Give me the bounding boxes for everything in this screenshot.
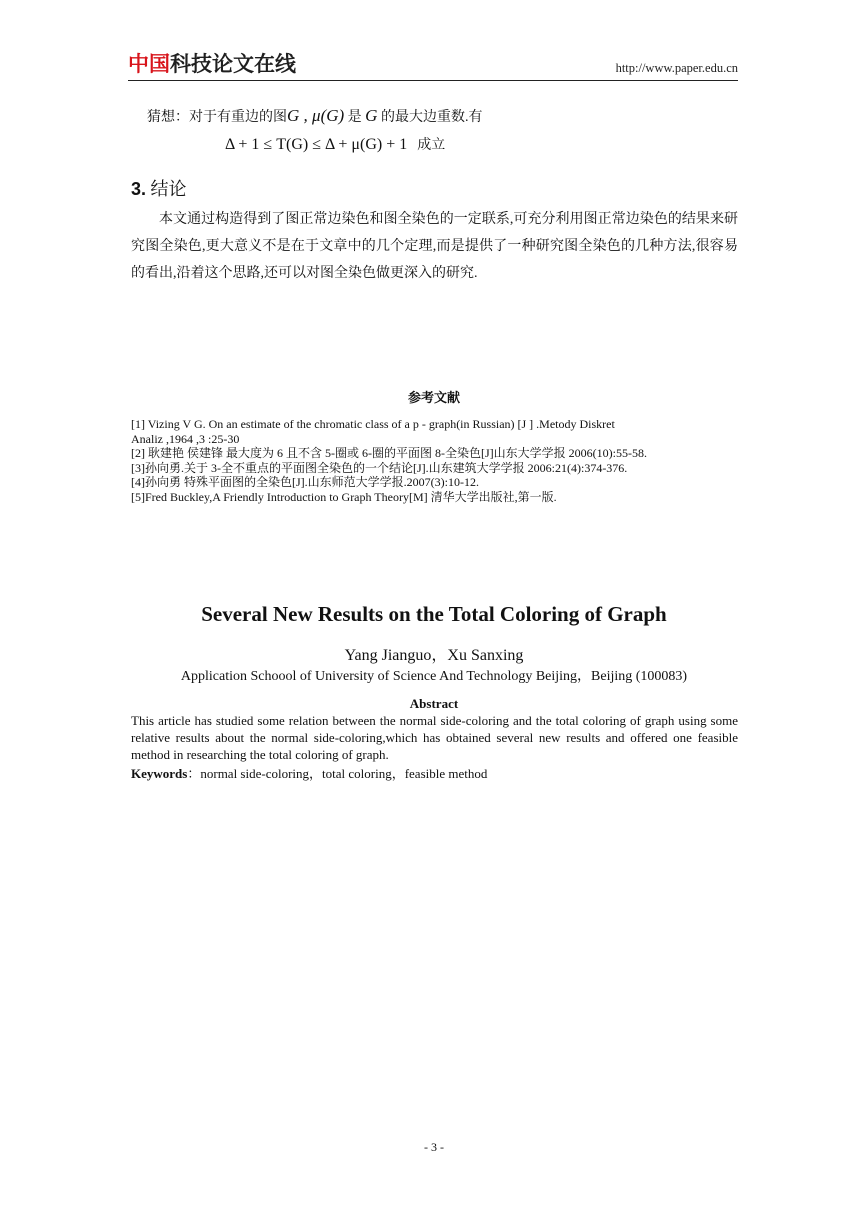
inequality-line	[225, 135, 445, 156]
english-title: Several New Results on the Total Coloring of Graph	[201, 602, 667, 626]
section-heading	[131, 178, 187, 200]
conjecture-symbol-g: G	[287, 106, 300, 125]
english-authors: Yang Jianguo，Xu Sanxing	[344, 647, 524, 664]
abstract-title: Abstract	[409, 696, 459, 711]
conjecture-mid: 是	[344, 110, 366, 125]
reference-item: [4]孙向勇 特殊平面图的全染色[J].山东师范大学学报.2007(3):10-12.	[131, 475, 479, 489]
inequality-formula: Δ + 1 ≤ T(G) ≤ Δ + μ(G) + 1	[225, 136, 408, 153]
logo-dark-text: 科技论文在线	[170, 52, 296, 76]
keywords-text: normal side-coloring，total coloring，feasible method	[200, 766, 488, 781]
conjecture-lead: 猜想：对于有重边的图	[147, 110, 287, 125]
header-url[interactable]: http://www.paper.edu.cn	[615, 61, 738, 75]
conjecture-line	[147, 106, 482, 128]
references-list	[131, 417, 741, 504]
page-header	[128, 50, 738, 81]
section-number: 3.	[131, 179, 147, 199]
keywords-line	[131, 765, 487, 782]
conjecture-tail: 的最大边重数.有	[377, 110, 483, 125]
references-title: 参考文献	[407, 391, 460, 406]
site-logo	[128, 51, 296, 77]
keywords-separator: ：	[187, 766, 201, 781]
reference-item: [3]孙向勇.关于 3-全不重点的平面图全染色的一个结论[J].山东建筑大学学报 2006:21(4):374-376.	[131, 460, 628, 475]
reference-item: [5]Fred Buckley,A Friendly Introduction to Graph Theory[M] 清华大学出版社,第一版.	[131, 489, 557, 504]
abstract-body: This article has studied some relation between the normal side-coloring and the total coloring of graph using some relative results about the normal side-coloring,which has obtained several new results and offered one feasible method in researching the total coloring of graph.	[131, 713, 738, 762]
reference-item: Analiz ,1964 ,3 :25-30	[131, 431, 240, 446]
conjecture-symbol-g2: G	[365, 106, 378, 125]
inequality-suffix: 成立	[417, 138, 446, 153]
reference-item: [2] 耿建艳 侯建锋 最大度为 6 且不含 5-圈或 6-圈的平面图 8-全染色[J]山东大学学报 2006(10):55-58.	[131, 446, 647, 460]
keywords-label: Keywords	[131, 766, 188, 781]
section-title: 结论	[150, 179, 187, 199]
page-number: - 3 -	[424, 1140, 444, 1154]
conclusion-paragraph: 本文通过构造得到了图正常边染色和图全染色的一定联系,可充分利用图正常边染色的结果来研究图全染色,更大意义不是在于文章中的几个定理,而是提供了一种研究图全染色的几种方法,很容易的看出,沿着这个思路,还可以对图全染色做更深入的研究.	[131, 212, 738, 281]
reference-item: [1] Vizing V G. On an estimate of the chromatic class of a p - graph(in Russian) [J ] .Metody Diskret	[131, 417, 615, 431]
conjecture-symbol-mu: , μ(G)	[299, 106, 345, 125]
english-affiliation: Application Schoool of University of Science And Technology Beijing，Beijing (100083)	[180, 669, 688, 684]
logo-red-text: 中国	[128, 52, 170, 76]
